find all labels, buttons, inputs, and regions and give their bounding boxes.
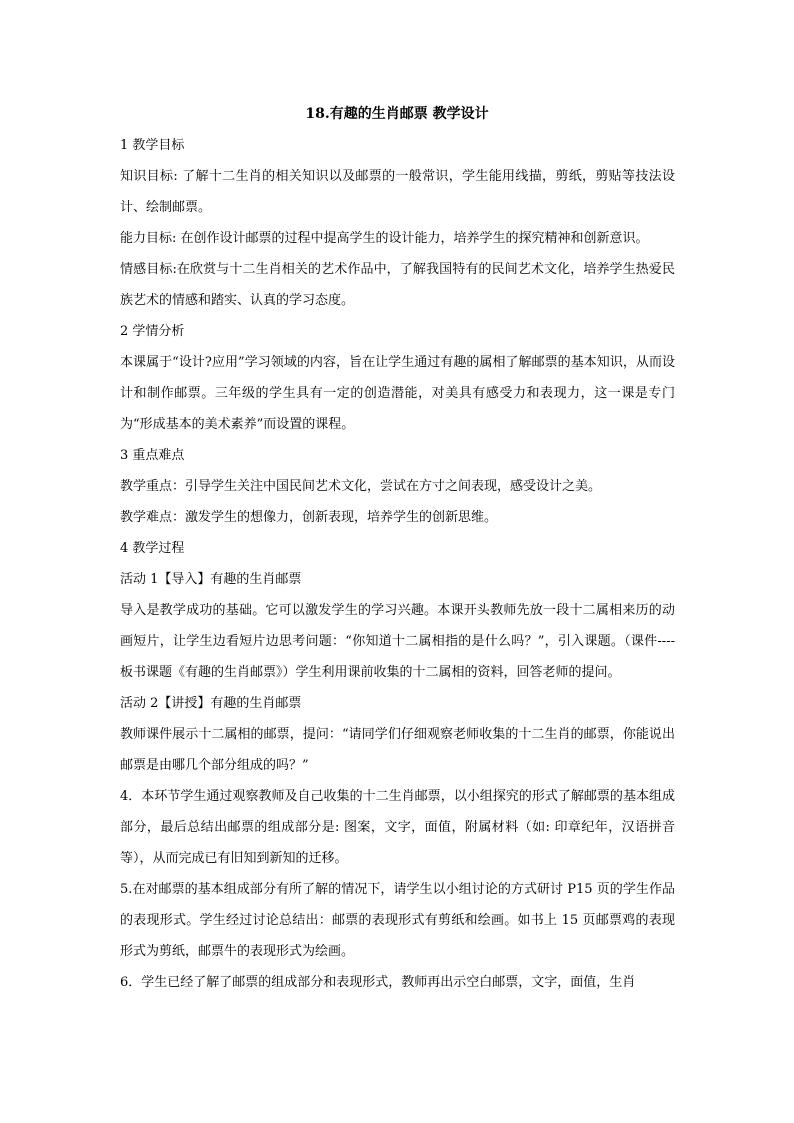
paragraph-emotion-goal: 情感目标:在欣赏与十二生肖相关的艺术作品中，了解我国特有的民间艺术文化，培养学生热爱民族艺术的情感和踏实、认真的学习态度。 — [120, 262, 675, 308]
paragraph-activity-2-question: 教师课件展示十二属相的邮票，提问：“请同学们仔细观察老师收集的十二生肖的邮票，你能说出邮票是由哪几个部分组成的吗？” — [120, 727, 675, 773]
paragraph-step-4: 4．本环节学生通过观察教师及自己收集的十二生肖邮票，以小组探究的形式了解邮票的基本组成部分，最后总结出邮票的组成部分是: 图案，文字，面值，附属材料（如: 印章纪年，汉语拼音等），从而完成已有旧知到新知的迁移。 — [120, 789, 675, 866]
document-title: 18.有趣的生肖邮票 教学设计 — [305, 106, 489, 122]
heading-activity-2: 活动 2【讲授】有趣的生肖邮票 — [120, 696, 302, 711]
heading-student-analysis: 2 学情分析 — [120, 324, 185, 339]
heading-teaching-goals: 1 教学目标 — [120, 138, 185, 153]
heading-key-points: 3 重点难点 — [120, 448, 185, 463]
paragraph-difficulty: 教学难点：激发学生的想像力，创新表现，培养学生的创新思维。 — [120, 510, 498, 525]
heading-activity-1: 活动 1【导入】有趣的生肖邮票 — [120, 572, 302, 587]
heading-teaching-process: 4 教学过程 — [120, 541, 185, 556]
paragraph-student-analysis: 本课属于“设计?应用”学习领域的内容，旨在让学生通过有趣的属相了解邮票的基本知识，从而设计和制作邮票。三年级的学生具有一定的创造潜能，对美具有感受力和表现力，这一课是专门为“形成基本的美术素养”而设置的课程。 — [120, 355, 675, 432]
paragraph-key-point: 教学重点：引导学生关注中国民间艺术文化，尝试在方寸之间表现，感受设计之美。 — [120, 479, 602, 494]
document-body — [120, 130, 675, 998]
paragraph-step-5: 5.在对邮票的基本组成部分有所了解的情况下，请学生以小组讨论的方式研讨 P15 页的学生作品的表现形式。学生经过讨论总结出：邮票的表现形式有剪纸和绘画。如书上 15 页邮票鸡的表现形式为剪纸，邮票牛的表现形式为绘画。 — [120, 882, 675, 959]
paragraph-activity-1: 导入是教学成功的基础。它可以激发学生的学习兴趣。本课开头教师先放一段十二属相来历的动画短片，让学生边看短片边思考问题：“你知道十二属相指的是什么吗？”，引入课题。（课件----板书课题《有趣的生肖邮票》）学生利用课前收集的十二属相的资料，回答老师的提问。 — [120, 603, 675, 680]
paragraph-ability-goal: 能力目标: 在创作设计邮票的过程中提高学生的设计能力，培养学生的探究精神和创新意识。 — [120, 231, 649, 246]
paragraph-step-6: 6．学生已经了解了邮票的组成部分和表现形式，教师再出示空白邮票，文字，面值，生肖 — [120, 975, 636, 990]
paragraph-knowledge-goal: 知识目标: 了解十二生肖的相关知识以及邮票的一般常识，学生能用线描，剪纸，剪贴等技法设计、绘制邮票。 — [120, 169, 675, 215]
